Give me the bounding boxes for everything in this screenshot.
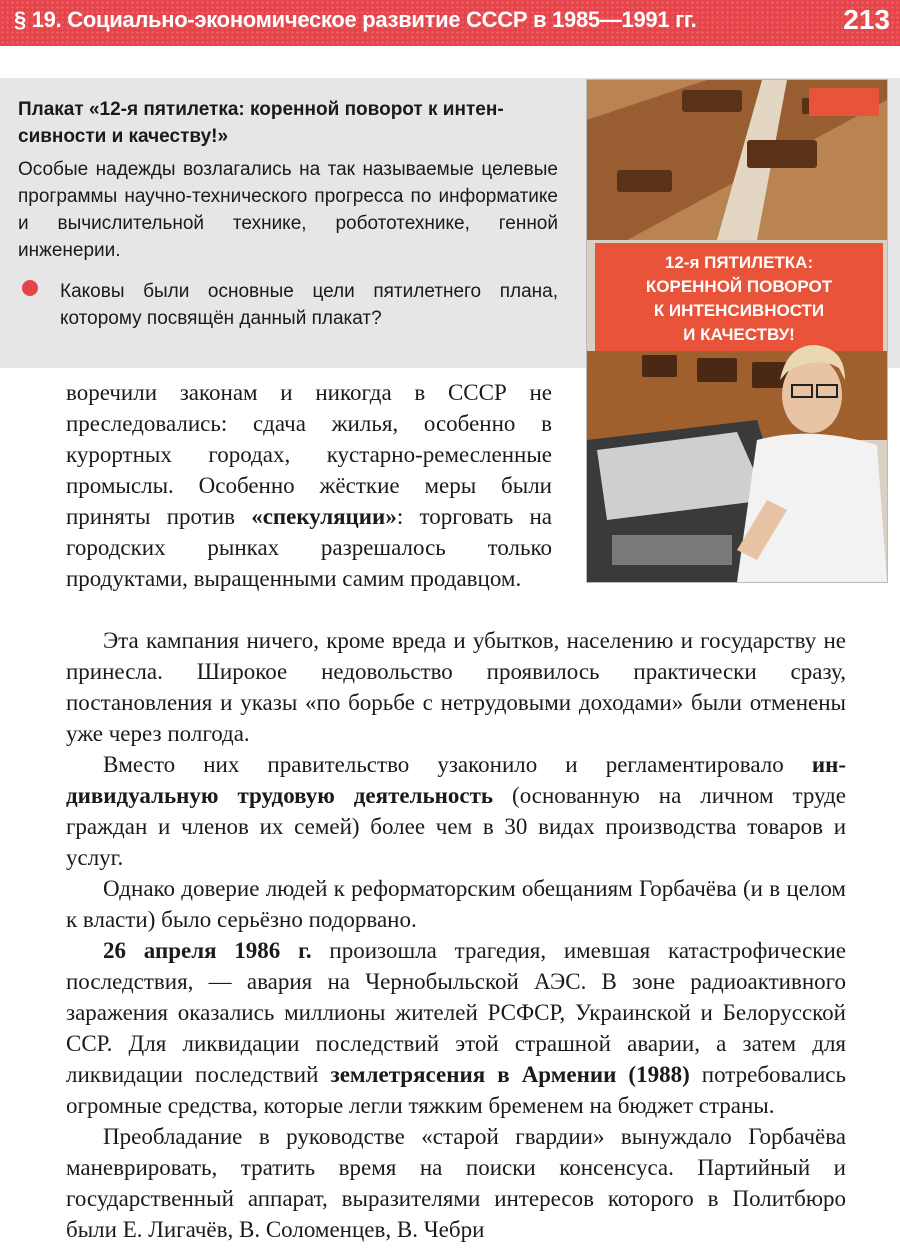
paragraph-1-end: : торговать на городских рынках разрешалось только продуктами, выращенными самим продавцом. <box>66 504 552 591</box>
poster-line-4: И КАЧЕСТВУ! <box>683 325 795 344</box>
paragraph-5-text: произошла трагедия, имевшая катастрофические последствия, — авария на Чернобыльской АЭС. В зоне радиоактивного заражения оказались миллионы жителей РСФСР, Украинской и Белорусской ССР. Для ликвидации последствий этой страшной аварии, а затем для ликвидации последствий <box>66 938 846 1087</box>
paragraph-1 <box>66 377 552 594</box>
poster-line-2: КОРЕННОЙ ПОВОРОТ <box>645 277 833 296</box>
body-column-wide <box>66 625 846 1245</box>
caption-body: Особые надежды возлагались на так называемые целевые программы научно-технического прогресса по информатике и вычислительной технике, робототехнике, генной инженерии. <box>18 159 558 261</box>
section-title: § 19. Социально-экономическое развитие СССР в 1985—1991 гг. <box>14 7 697 32</box>
bullet-dot-icon <box>22 280 38 296</box>
term-armenia-earthquake: землетрясения в Армении (1988) <box>330 1062 690 1087</box>
paragraph-5 <box>66 935 846 1121</box>
term-individual-labor: индивидуальную трудовую деятельность <box>66 752 846 808</box>
body-column-narrow <box>66 377 552 594</box>
paragraph-4: Однако доверие людей к реформаторским обещаниям Горбачёва (и в целом к власти) было серьёзно подорвано. <box>66 876 846 932</box>
paragraph-1-text: воречили законам и никогда в СССР не преследовались: сдача жилья, особенно в курортных городах, кустарно-ремесленные промыслы. Особенно жёсткие меры были приняты против <box>66 380 552 529</box>
caption-title: Плакат «12-я пятилетка: коренной поворот к интенсивности и качеству!» <box>18 99 504 147</box>
caption-question: Каковы были основные цели пятилетнего плана, которому посвящён данный плакат? <box>60 281 558 329</box>
paragraph-5-end: потребовались огромные средства, которые легли тяжким бременем на бюджет страны. <box>66 1062 846 1118</box>
poster-line-1: 12-я ПЯТИЛЕТКА: <box>664 253 814 272</box>
poster-image <box>587 80 887 582</box>
page-number: 213 <box>843 4 890 35</box>
term-speculation: «спекуляции» <box>251 504 397 529</box>
paragraph-3-text: Вместо них правительство узаконило и регламентировало <box>103 752 812 777</box>
page-header <box>0 0 900 46</box>
paragraph-3-end: (основанную на личном труде граждан и членов их семей) более чем в 30 видах производства товаров и услуг. <box>66 783 846 870</box>
date-chernobyl: 26 апреля 1986 г. <box>103 938 312 963</box>
paragraph-3 <box>66 749 846 873</box>
paragraph-6: Преобладание в руководстве «старой гвардии» вынуждало Горбачёва маневрировать, тратить время на поиски консенсуса. Партийный и государственный аппарат, выразителями интересов которого в Политбюро были Е. Лигачёв, В. Соломенцев, В. Чебри <box>66 1124 846 1242</box>
poster-line-3: К ИНТЕНСИВНОСТИ <box>653 301 825 320</box>
paragraph-2: Эта кампания ничего, кроме вреда и убытков, населению и государству не принесла. Широкое недовольство проявилось практически сразу, постановления и указы «по борьбе с нетрудовыми доходами» были отменены уже через полгода. <box>66 628 846 746</box>
